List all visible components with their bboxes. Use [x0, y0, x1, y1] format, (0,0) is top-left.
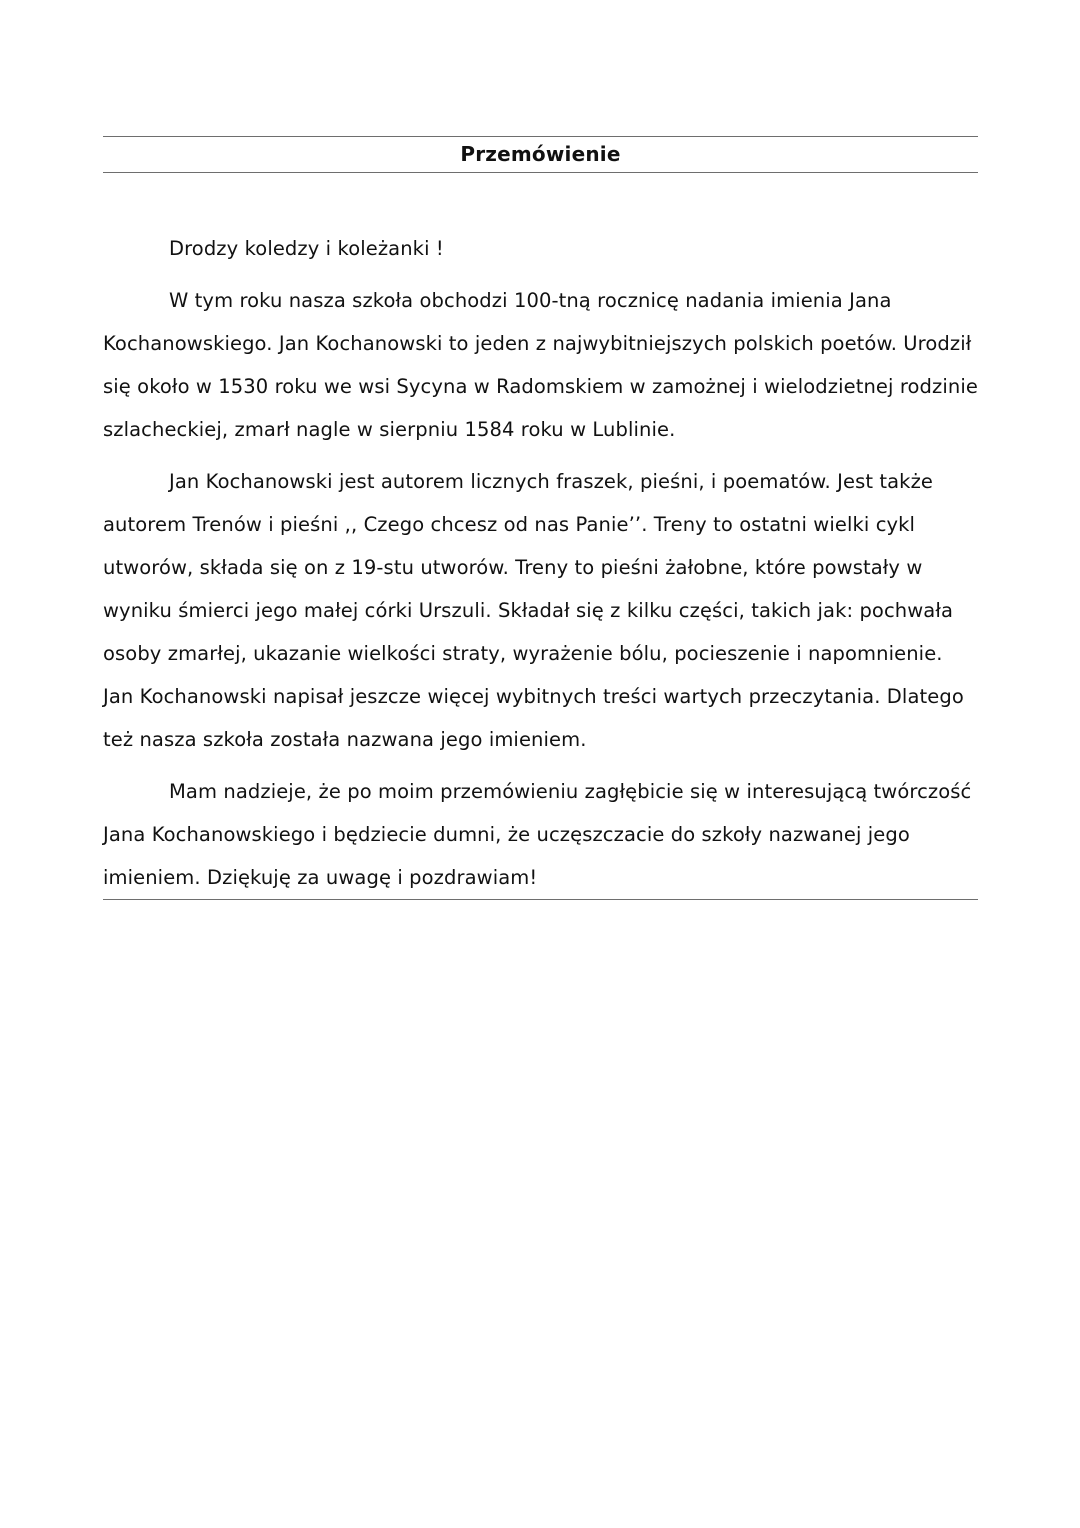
- body-bottom-rule: [103, 899, 978, 900]
- paragraph-closing: Mam nadzieje, że po moim przemówieniu zagłębicie się w interesującą twórczość Jana Kochanowskiego i będziecie dumni, że uczęszczacie do szkoły nazwanej jego imieniem. Dziękuję za uwagę i pozdrawiam!: [103, 780, 972, 889]
- speech-body: [103, 227, 978, 899]
- paragraph-introduction: W tym roku nasza szkoła obchodzi 100-tną rocznicę nadania imienia Jana Kochanowskiego. Jan Kochanowski to jeden z najwybitniejszych polskich poetów. Urodził się około w 1530 roku we wsi Sycyna w Radomskiem w zamożnej i wielodzietnej rodzinie szlacheckiej, zmarł nagle w sierpniu 1584 roku w Lublinie.: [103, 289, 978, 441]
- document-title: Przemówienie: [460, 142, 621, 166]
- paragraph-greeting: Drodzy koledzy i koleżanki !: [169, 237, 444, 260]
- paragraph-works: Jan Kochanowski jest autorem licznych fraszek, pieśni, i poematów. Jest także autorem Trenów i pieśni ,, Czego chcesz od nas Panie’’. Treny to ostatni wielki cykl utworów, składa się on z 19-stu utworów. Treny to pieśni żałobne, które powstały w wyniku śmierci jego małej córki Urszuli. Składał się z kilku części, takich jak: pochwała osoby zmarłej, ukazanie wielkości straty, wyrażenie bólu, pocieszenie i napomnienie. Jan Kochanowski napisał jeszcze więcej wybitnych treści wartych przeczytania. Dlatego też nasza szkoła została nazwana jego imieniem.: [103, 470, 964, 751]
- document-page: [103, 136, 978, 900]
- title-bottom-rule: [103, 172, 978, 173]
